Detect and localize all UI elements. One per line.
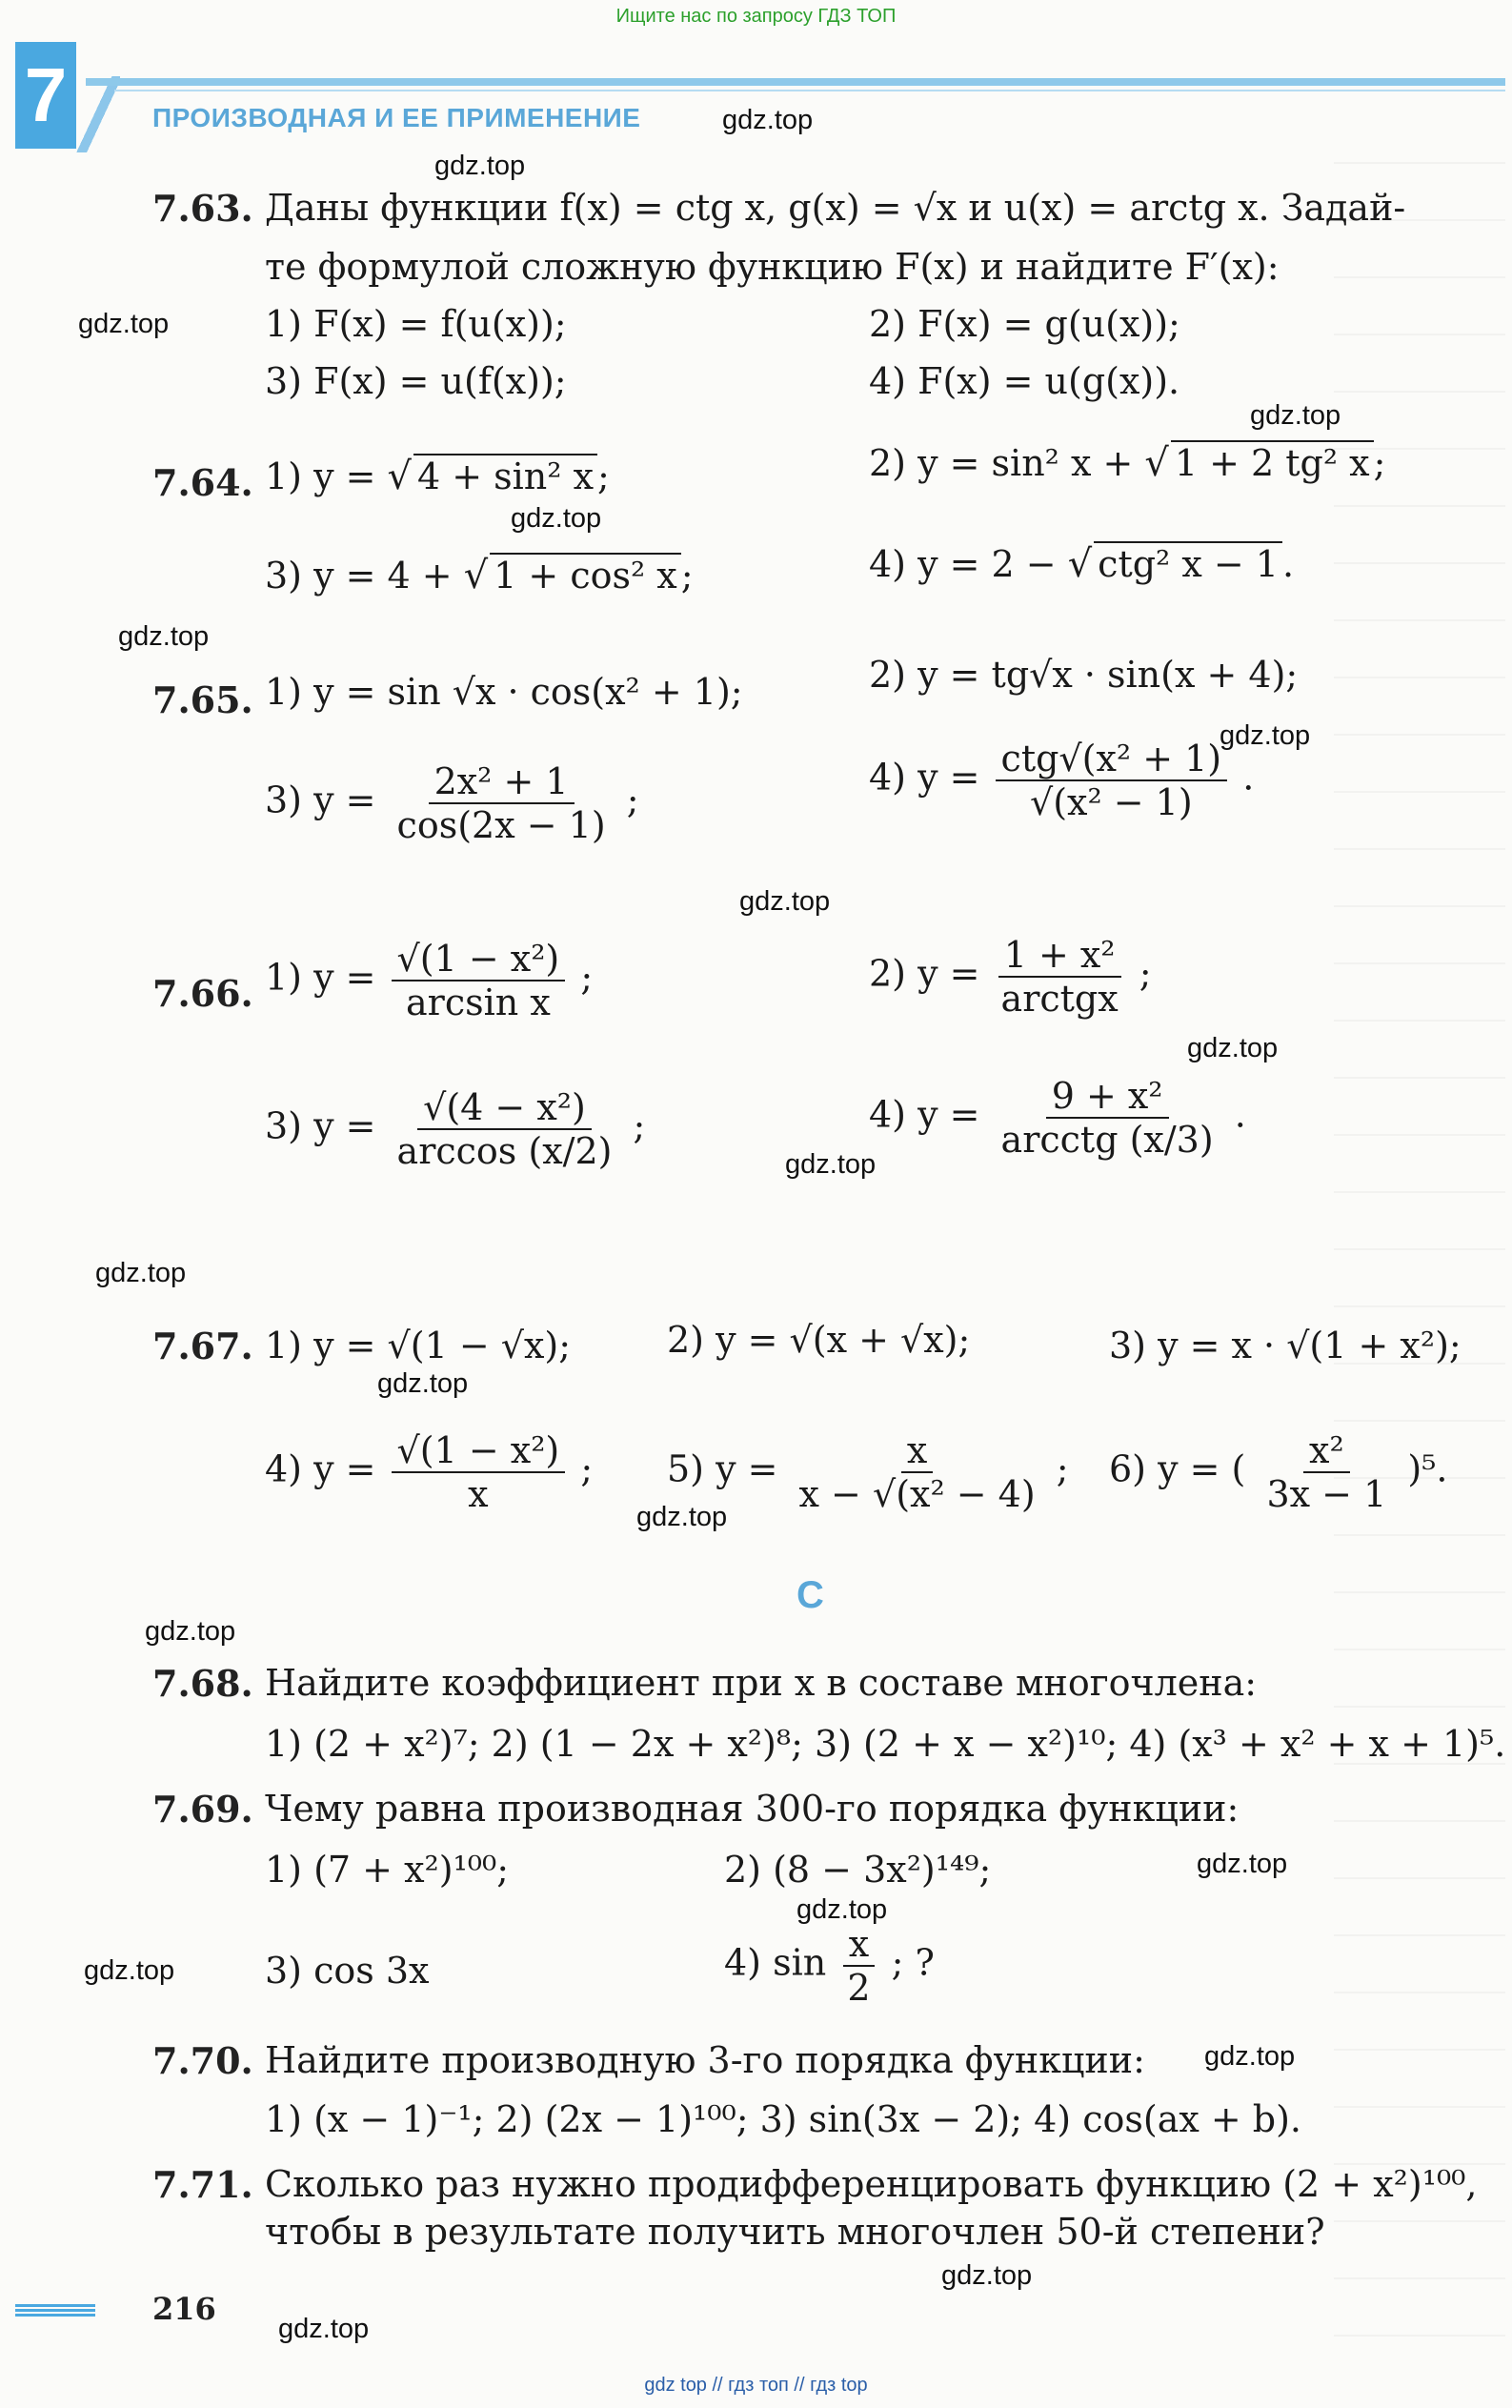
header-slash-decoration — [76, 76, 120, 152]
answer-item: 1) y = √ 4 + sin² x ; — [265, 455, 610, 498]
top-banner[interactable]: Ищите нас по запросу ГДЗ ТОП — [615, 6, 897, 27]
answer-item: 1) y = sin √x · cos(x² + 1); — [265, 671, 743, 713]
answer-item: 4) y = 2 − √ ctg² x − 1 . — [869, 542, 1295, 586]
watermark: gdz.top — [434, 151, 526, 181]
watermark: gdz.top — [377, 1368, 469, 1399]
header-rule — [86, 78, 1505, 86]
chapter-title: ПРОИЗВОДНАЯ И ЕЕ ПРИМЕНЕНИЕ — [152, 103, 641, 132]
watermark: gdz.top — [941, 2260, 1033, 2291]
answer-item: 2) y = sin² x + √ 1 + 2 tg² x ; — [869, 441, 1386, 485]
problem-text: чтобы в результате получить многочлен 50-й степени? — [265, 2211, 1325, 2253]
watermark: gdz.top — [785, 1149, 877, 1180]
answer-item: 3) y = $\frac{\text{2x² + 1}}{\cos(2x - 1)}$ ; — [265, 760, 639, 846]
answer-item: 4) F(x) = u(g(x)). — [869, 360, 1180, 402]
answer-item: 2) y = tg√x · sin(x + 4); — [869, 654, 1299, 696]
watermark: gdz.top — [84, 1955, 175, 1986]
problem-number: 7.66. — [152, 972, 253, 1015]
answer-item: 5) y = $\frac{x}{\text{x − √(x² − 4)}}$ ; — [667, 1429, 1069, 1515]
answer-item: 3) y = $\frac{\text{√(4 − x²)}}{\arccos (x/2)}$ ; — [265, 1086, 646, 1172]
watermark: gdz.top — [1187, 1033, 1279, 1063]
answer-item: 3) F(x) = u(f(x)); — [265, 360, 567, 402]
problem-number: 7.65. — [152, 678, 253, 721]
chapter-badge: 7 — [15, 42, 76, 149]
answer-item: 6) y = ( $\frac{\text{x²}}{3x - 1}$ )⁵. — [1109, 1429, 1448, 1515]
answer-item: 4) sin $\frac{x}{2}$ ; ? — [724, 1923, 935, 2009]
problem-text: те формулой сложную функцию F(x) и найдите F′(x): — [265, 246, 1280, 288]
watermark: gdz.top — [722, 105, 814, 135]
problem-number: 7.64. — [152, 461, 253, 504]
watermark: gdz.top — [636, 1502, 728, 1532]
bottom-banner[interactable]: gdz top // гдз топ // гдз top — [644, 2375, 868, 2396]
watermark: gdz.top — [511, 503, 602, 534]
answer-item: 2) y = √(x + √x); — [667, 1319, 971, 1361]
watermark: gdz.top — [78, 309, 170, 339]
answer-item: 2) (8 − 3x²)¹⁴⁹; — [724, 1849, 992, 1891]
section-label-c: C — [796, 1574, 824, 1616]
problem-text: Даны функции f(x) = ctg x, g(x) = √x и u(x) = arctg x. Задай- — [265, 187, 1406, 229]
answer-item: 4) y = $\frac{\text{√(1 − x²)}}{x}$ ; — [265, 1429, 594, 1515]
problem-text: Чему равна производная 300-го порядка функции: — [265, 1788, 1240, 1830]
watermark: gdz.top — [278, 2314, 370, 2344]
answer-item: 4) y = $\frac{\text{9 + x²}}{\text{arcctg (x/3)}}$ . — [869, 1075, 1246, 1161]
watermark: gdz.top — [95, 1258, 187, 1288]
problem-text: Найдите производную 3-го порядка функции: — [265, 2039, 1145, 2081]
answer-item: 1) (2 + x²)⁷; 2) (1 − 2x + x²)⁸; 3) (2 + x − x²)¹⁰; 4) (x³ + x² + x + 1)⁵. — [265, 1723, 1506, 1765]
answer-item: 3) y = x · √(1 + x²); — [1109, 1325, 1462, 1366]
footer-decoration — [15, 2304, 95, 2317]
answer-item: 3) y = 4 + √ 1 + cos² x ; — [265, 554, 694, 597]
answer-item: 3) cos 3x — [265, 1950, 430, 1992]
watermark: gdz.top — [118, 621, 210, 652]
answer-item: 1) F(x) = f(u(x)); — [265, 303, 567, 345]
watermark: gdz.top — [739, 886, 831, 917]
problem-number: 7.71. — [152, 2163, 253, 2206]
answer-item: 4) y = $\frac{\text{ctg√(x² + 1)}}{\text{√(x² − 1)}}$ . — [869, 738, 1255, 823]
header-rule-thin — [114, 90, 1505, 91]
watermark: gdz.top — [1197, 1849, 1288, 1879]
answer-item: 2) y = $\frac{\text{1 + x²}}{\text{arctgx}}$ ; — [869, 934, 1152, 1020]
bleed-through-shadow — [1334, 162, 1505, 2354]
problem-number: 7.70. — [152, 2039, 253, 2082]
page-number: 216 — [152, 2291, 216, 2327]
problem-number: 7.63. — [152, 187, 253, 230]
problem-text: Найдите коэффициент при x в составе многочлена: — [265, 1662, 1258, 1704]
answer-item: 1) y = $\frac{\text{√(1 − x²)}}{\text{arcsin x}}$ ; — [265, 938, 594, 1023]
answer-item: 1) (x − 1)⁻¹; 2) (2x − 1)¹⁰⁰; 3) sin(3x − 2); 4) cos(ax + b). — [265, 2098, 1302, 2140]
watermark: gdz.top — [145, 1616, 236, 1647]
answer-item: 1) y = √(1 − √x); — [265, 1325, 572, 1366]
answer-item: 2) F(x) = g(u(x)); — [869, 303, 1180, 345]
watermark: gdz.top — [1204, 2041, 1296, 2072]
problem-number: 7.67. — [152, 1325, 253, 1367]
problem-number: 7.68. — [152, 1662, 253, 1705]
watermark: gdz.top — [1220, 720, 1311, 751]
watermark: gdz.top — [796, 1894, 888, 1925]
problem-number: 7.69. — [152, 1788, 253, 1831]
answer-item: 1) (7 + x²)¹⁰⁰; — [265, 1849, 510, 1891]
watermark: gdz.top — [1250, 400, 1341, 431]
problem-text: Сколько раз нужно продифференцировать функцию (2 + x²)¹⁰⁰, — [265, 2163, 1478, 2205]
